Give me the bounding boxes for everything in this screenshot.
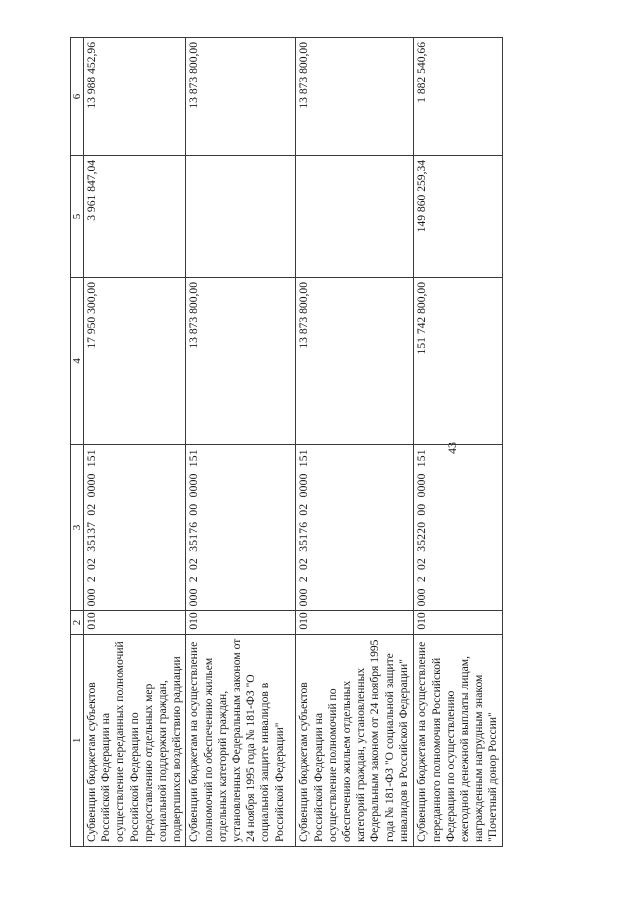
table-row [296, 38, 414, 847]
row-value-col5: 149 860 259,34 [414, 155, 502, 277]
row-value-col6: 13 873 800,00 [186, 38, 296, 156]
column-number-5: 5 [71, 155, 84, 277]
row-value-col4: 17 950 300,00 [84, 277, 186, 444]
row-value-col5 [296, 155, 414, 277]
row-budget-code: 000 2 02 35176 02 0000 151 [296, 444, 414, 611]
column-number-1: 1 [71, 634, 84, 846]
row-budget-code: 000 2 02 35220 00 0000 151 [414, 444, 502, 611]
row-value-col4: 151 742 800,00 [414, 277, 502, 444]
budget-table [70, 37, 503, 847]
row-description: Субвенции бюджетам на осуществление переданного полномочия Российской Федерации по осуществлению ежегодной денежной выплаты лицам, награжденным нагрудным знаком "Почетный донор России" [414, 634, 502, 846]
row-value-col6: 1 882 540,66 [414, 38, 502, 156]
row-budget-code: 000 2 02 35137 02 0000 151 [84, 444, 186, 611]
row-value-col4: 13 873 800,00 [296, 277, 414, 444]
column-number-3: 3 [71, 444, 84, 611]
row-admin-code: 010 [414, 611, 502, 634]
column-number-2: 2 [71, 611, 84, 634]
row-value-col4: 13 873 800,00 [186, 277, 296, 444]
column-number-6: 6 [71, 38, 84, 156]
row-value-col6: 13 988 452,96 [84, 38, 186, 156]
row-value-col5 [186, 155, 296, 277]
row-description: Субвенции бюджетам на осуществление полномочий по обеспечению жильем отдельных категорий граждан, установленных Федеральным законом от 24 ноября 1995 года № 181-ФЗ "О социальной защите инвалидов в Российской Федерации" [186, 634, 296, 846]
row-admin-code: 010 [296, 611, 414, 634]
row-description: Субвенции бюджетам субъектов Российской Федерации на осуществление переданных полномочий Российской Федерации по предоставлению отдельных мер социальной поддержки граждан, подвергшихся воздействию радиации [84, 634, 186, 846]
row-value-col6: 13 873 800,00 [296, 38, 414, 156]
table-row [186, 38, 296, 847]
row-admin-code: 010 [186, 611, 296, 634]
table-row [414, 38, 502, 847]
column-number-row [71, 38, 84, 847]
row-budget-code: 000 2 02 35176 00 0000 151 [186, 444, 296, 611]
page-number: 43 [445, 442, 459, 454]
row-admin-code: 010 [84, 611, 186, 634]
column-number-4: 4 [71, 277, 84, 444]
table-row [84, 38, 186, 847]
rotated-table-container [70, 37, 500, 847]
row-value-col5: 3 961 847,04 [84, 155, 186, 277]
row-description: Субвенции бюджетам субъектов Российской Федерации на осуществление полномочий по обеспечению жильем отдельных категорий граждан, установленных Федеральным законом от 24 ноября 1995 года № 181-ФЗ "О социальной защите инвалидов в Российской Федерации" [296, 634, 414, 846]
